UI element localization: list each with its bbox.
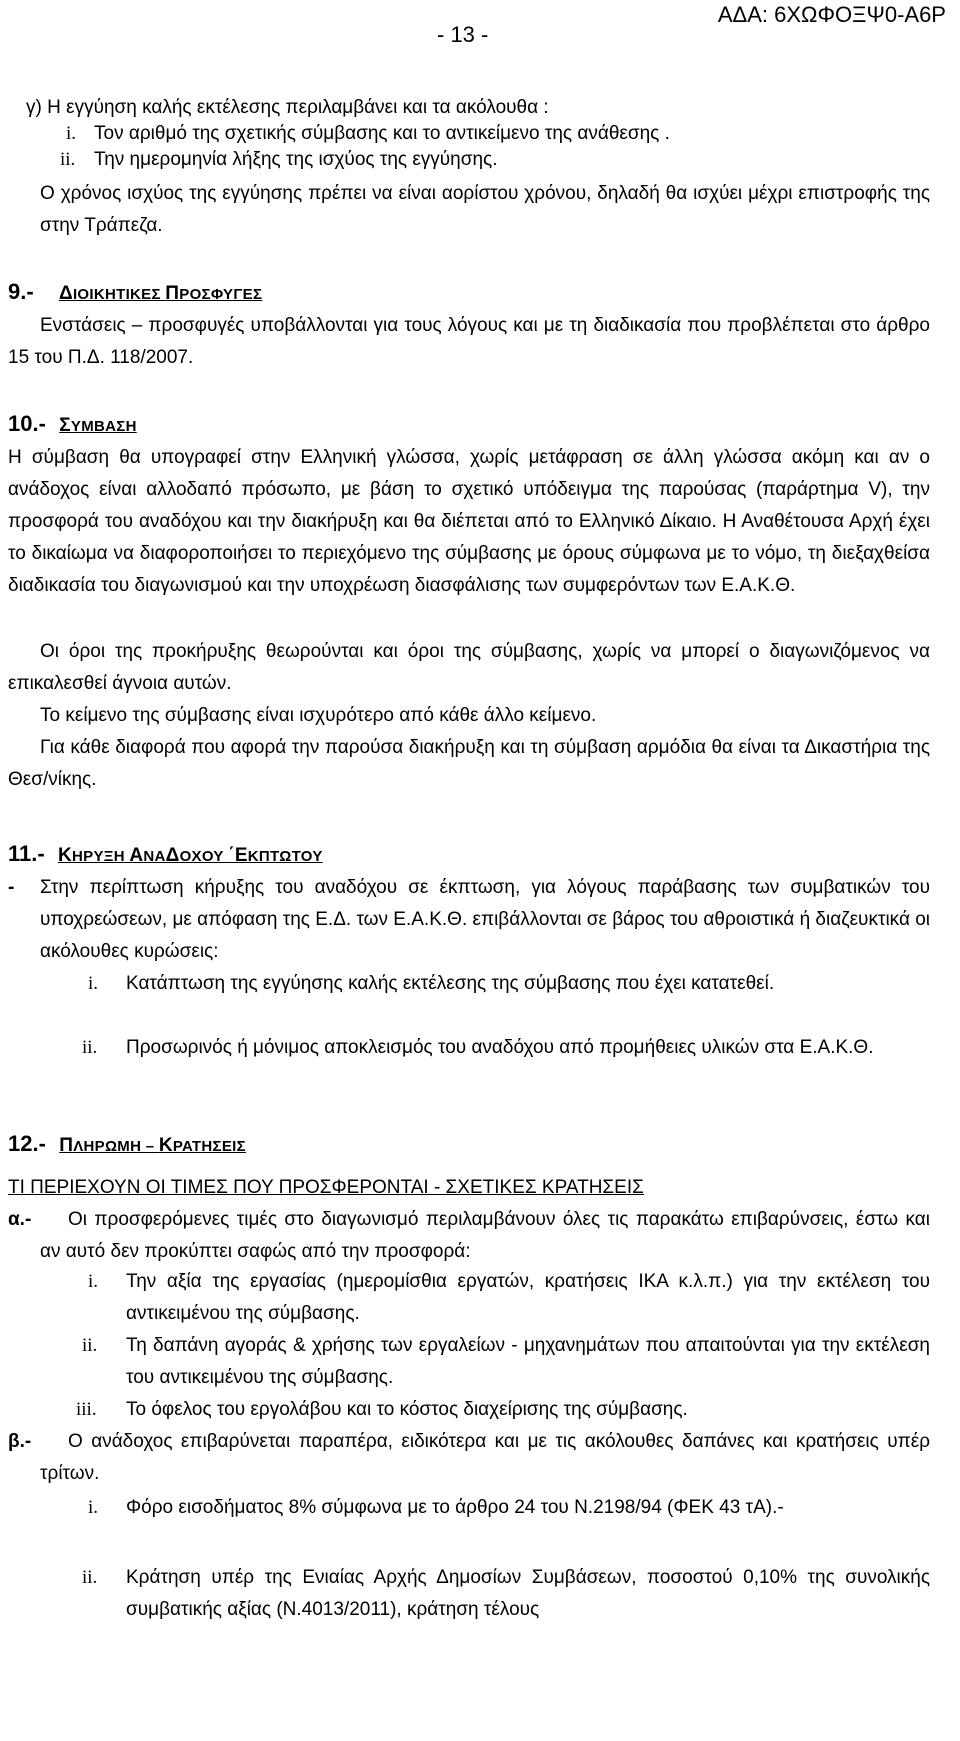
charge-item [0, 1562, 960, 1626]
section-title: ΣΥΜΒΑΣΗ [59, 415, 137, 436]
item-numeral: ii. [60, 149, 76, 170]
charge-item [0, 1492, 960, 1556]
section-10-precedence: Το κείμενο της σύμβασης είναι ισχυρότερο από κάθε άλλο κείμενο. [40, 705, 597, 726]
page-number: - 13 - [437, 22, 489, 47]
item-text: Προσωρινός ή μόνιμος αποκλεισμός του αναδόχου από προμήθειες υλικών στα Ε.Α.Κ.Θ. [126, 1037, 874, 1058]
section-title: ΔΙΟΙΚΗΤΙΚΕΣ ΠΡΟΣΦΥΓΕΣ [58, 283, 263, 304]
item-text: Την ημερομηνία λήξης της ισχύος της εγγύησης. [94, 149, 498, 170]
section-12-subtitle: ΤΙ ΠΕΡΙΕΧΟΥΝ ΟΙ ΤΙΜΕΣ ΠΟΥ ΠΡΟΣΦΕΡΟΝΤΑΙ - ΣΧΕΤΙΚΕΣ ΚΡΑΤΗΣΕΙΣ [8, 1177, 644, 1198]
item-label-a: α.- [8, 1209, 32, 1230]
price-item [0, 1330, 960, 1394]
dash-bullet: - [8, 877, 15, 898]
section-11-body: Στην περίπτωση κήρυξης του αναδόχου σε έκπτωση, για λόγους παράβασης των συμβατικών του υποχρεώσεων, με απόφαση της Ε.Δ. των Ε.Α.Κ.Θ. επιβάλλονται σε βάρος του αθροιστικά ή διαζευκτικά οι ακόλουθες κυρώσεις: [40, 877, 930, 962]
section-12-heading [8, 1128, 246, 1163]
price-item [0, 1266, 960, 1330]
section-9-body: Ενστάσεις – προσφυγές υποβάλλονται για τους λόγους και με τη διαδικασία που προβλέπεται στο άρθρο 15 του Π.Δ. 118/2007. [8, 315, 930, 368]
guarantee-intro: γ) Η εγγύηση καλής εκτέλεσης περιλαμβάνει και τα ακόλουθα : [26, 97, 549, 118]
item-text: Το όφελος του εργολάβου και το κόστος διαχείρισης της σύμβασης. [126, 1399, 688, 1420]
section-title: ΠΛΗΡΩΜΗ – ΚΡΑΤΗΣΕΙΣ [59, 1135, 246, 1156]
item-numeral: ii. [82, 1567, 98, 1588]
price-item [0, 1394, 960, 1426]
item-text: Φόρο εισοδήματος 8% σύμφωνα με το άρθρο 24 του Ν.2198/94 (ΦΕΚ 43 τΑ).- [126, 1497, 784, 1518]
item-text: Κατάπτωση της εγγύησης καλής εκτέλεσης της σύμβασης που έχει κατατεθεί. [126, 973, 775, 994]
item-numeral: i. [88, 1497, 99, 1518]
item-numeral: i. [88, 1271, 99, 1292]
item-label-b: β.- [8, 1431, 32, 1452]
ada-code: ΑΔΑ: 6ΧΩΦΟΞΨ0-Α6Ρ [717, 2, 946, 27]
item-numeral: i. [66, 123, 77, 144]
section-10-heading [8, 408, 137, 443]
section-number: 12.- [8, 1131, 46, 1156]
section-9-heading [8, 276, 262, 311]
section-number: 10.- [8, 411, 46, 436]
guarantee-item [0, 144, 960, 176]
item-text: Τον αριθμό της σχετικής σύμβασης και το αντικείμενο της ανάθεσης . [94, 123, 670, 144]
item-text: Κράτηση υπέρ της Ενιαίας Αρχής Δημοσίων Συμβάσεων, ποσοστού 0,10% της συνολικής συμβατικής αξίας (Ν.4013/2011), κράτηση τέλους [126, 1567, 930, 1620]
sanction-item [0, 968, 960, 1032]
item-numeral: i. [88, 973, 99, 994]
sanction-item [0, 1032, 960, 1096]
section-10-jurisdiction: Για κάθε διαφορά που αφορά την παρούσα διακήρυξη και τη σύμβαση αρμόδια θα είναι τα Δικαστήρια της Θεσ/νίκης. [8, 737, 930, 790]
section-12-b-text: Ο ανάδοχος επιβαρύνεται παραπέρα, ειδικότερα και με τις ακόλουθες δαπάνες και κρατήσεις υπέρ τρίτων. [40, 1431, 930, 1484]
section-10-body: Η σύμβαση θα υπογραφεί στην Ελληνική γλώσσα, χωρίς μετάφραση σε άλλη γλώσσα ακόμη και αν ο ανάδοχος είναι αλλοδαπό πρόσωπο, με βάση το σχετικό υπόδειγμα της παρούσας (παράρτημα V), την προσφορά του αναδόχου και την διακήρυξη και θα διέπεται από το Ελληνικό Δίκαιο. Η Αναθέτουσα Αρχή έχει το δικαίωμα να διαφοροποιήσει το περιεχόμενο της σύμβασης με όρους σύμφωνα με το νόμο, τη διεξαχθείσα διαδικασία του διαγωνισμού και την υποχρέωση διασφάλισης των συμφερόντων των Ε.Α.Κ.Θ. [8, 447, 930, 596]
section-12-a-text: Οι προσφερόμενες τιμές στο διαγωνισμό περιλαμβάνουν όλες τις παρακάτω επιβαρύνσεις, έστω και αν αυτό δεν προκύπτει σαφώς από την προσφορά: [40, 1209, 930, 1262]
guarantee-validity: Ο χρόνος ισχύος της εγγύησης πρέπει να είναι αορίστου χρόνου, δηλαδή θα ισχύει μέχρι επιστροφής της στην Τράπεζα. [40, 183, 930, 236]
item-numeral: ii. [82, 1037, 98, 1058]
item-numeral: iii. [76, 1399, 97, 1420]
section-10-terms: Οι όροι της προκήρυξης θεωρούνται και όροι της σύμβασης, χωρίς να μπορεί ο διαγωνιζόμενος να επικαλεσθεί άγνοια αυτών. [8, 641, 930, 694]
section-title: ΚΗΡΥΞΗ ΑΝΑΔΟΧΟΥ ΄ΕΚΠΤΩΤΟΥ [57, 845, 323, 866]
item-text: Τη δαπάνη αγοράς & χρήσης των εργαλείων - μηχανημάτων που απαιτούνται για την εκτέλεση του αντικειμένου της σύμβασης. [126, 1335, 930, 1388]
item-text: Την αξία της εργασίας (ημερομίσθια εργατών, κρατήσεις ΙΚΑ κ.λ.π.) για την εκτέλεση του αντικειμένου της σύμβασης. [126, 1271, 930, 1324]
section-number: 11.- [8, 841, 45, 866]
section-number: 9.- [8, 279, 34, 304]
section-11-heading [8, 838, 323, 873]
item-numeral: ii. [82, 1335, 98, 1356]
